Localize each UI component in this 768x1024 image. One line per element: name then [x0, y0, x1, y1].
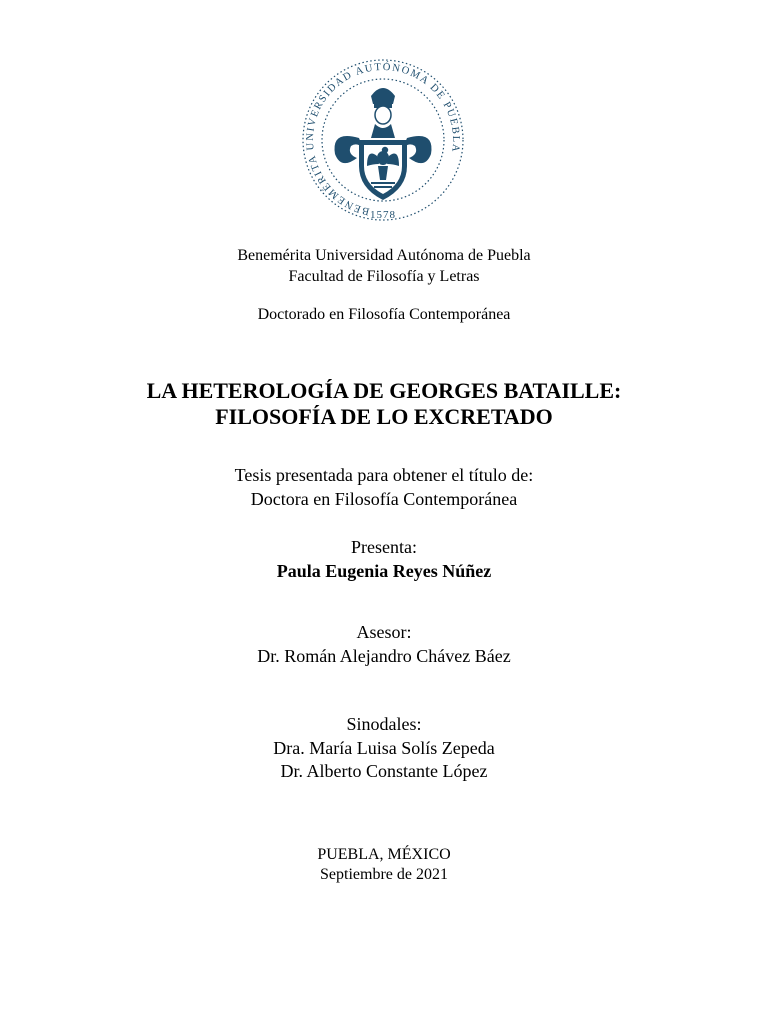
- advisor-label: Asesor:: [356, 622, 412, 642]
- advisor-name: Dr. Román Alejandro Chávez Báez: [257, 646, 511, 666]
- university-name: Benemérita Universidad Autónoma de Puebla: [237, 247, 531, 264]
- place: PUEBLA, MÉXICO: [317, 846, 451, 863]
- thesis-title-line-1: LA HETEROLOGÍA DE GEORGES BATAILLE:: [146, 378, 622, 403]
- seal-year: 1578: [370, 209, 396, 221]
- thesis-purpose-line-1: Tesis presentada para obtener el título de:: [234, 465, 534, 485]
- committee-label: Sinodales:: [346, 714, 422, 734]
- seal-ring-text: BENEMÉRITA UNIVERSIDAD AUTÓNOMA DE PUEBLA: [304, 61, 462, 217]
- date: Septiembre de 2021: [320, 866, 448, 883]
- thesis-title-line-2: FILOSOFÍA DE LO EXCRETADO: [215, 404, 553, 429]
- thesis-purpose-line-2: Doctora en Filosofía Contemporánea: [250, 489, 518, 509]
- committee-member: Dra. María Luisa Solís Zepeda: [273, 738, 495, 758]
- faculty-name: Facultad de Filosofía y Letras: [288, 268, 480, 285]
- university-seal: [301, 58, 465, 228]
- author-label: Presenta:: [351, 537, 417, 557]
- program-name: Doctorado en Filosofía Contemporánea: [257, 306, 511, 323]
- committee-member: Dr. Alberto Constante López: [280, 761, 488, 781]
- author-name: Paula Eugenia Reyes Núñez: [276, 561, 492, 581]
